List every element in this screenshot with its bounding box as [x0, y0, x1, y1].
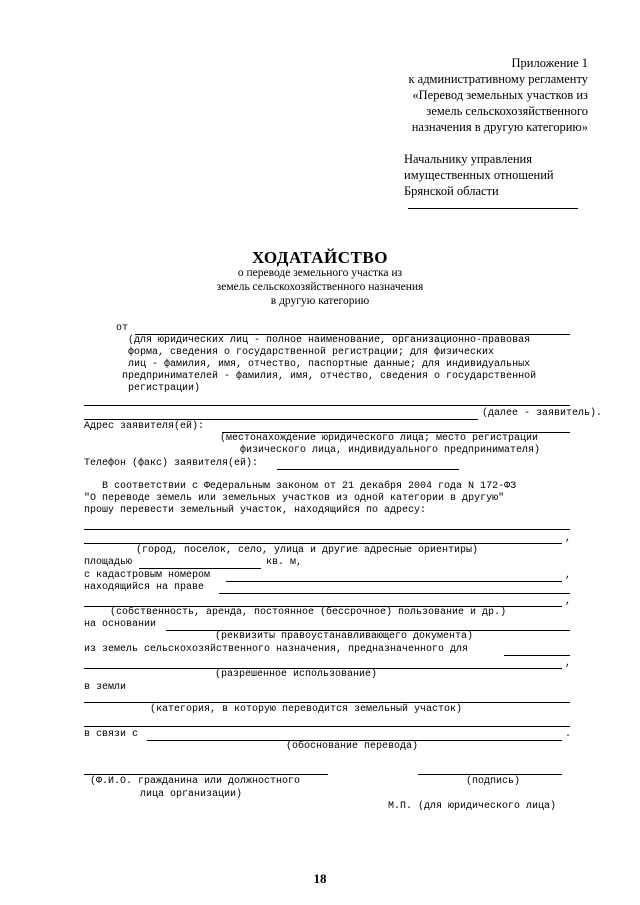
document-subtitle [0, 266, 640, 308]
city-hint: (город, поселок, село, улица и другие адресные ориентиры) [136, 545, 479, 556]
land-address-field-1[interactable] [84, 529, 570, 530]
area-label: площадью [84, 557, 133, 568]
land-address-field-2[interactable] [84, 543, 562, 544]
area-field[interactable] [139, 568, 261, 569]
applicant-hint-1: (для юридических лиц - полное наименование, организационно-правовая [128, 335, 531, 346]
appendix-block [408, 55, 588, 135]
addressee-line-1: Начальнику управления [404, 152, 532, 166]
purpose-field-1[interactable] [504, 655, 570, 656]
category-hint: (категория, в которую переводится земельный участок) [150, 704, 463, 715]
name-hint-2: лица организации) [140, 789, 243, 800]
basis-hint: (реквизиты правоустанавливающего документа) [215, 631, 474, 642]
applicant-hint-5: регистрации) [128, 383, 201, 394]
page-number: 18 [313, 871, 327, 886]
right-comma: , [565, 596, 572, 607]
addressee-blank-line [408, 208, 578, 209]
land-address-comma: , [565, 533, 572, 544]
purpose-comma: , [565, 658, 572, 669]
name-hint-1: (Ф.И.О. гражданина или должностного [90, 776, 301, 787]
appendix-line-1: Приложение 1 [511, 56, 588, 70]
appendix-line-4: земель сельскохозяйственного [426, 104, 588, 118]
name-field[interactable] [84, 774, 328, 775]
applicant-field-2[interactable] [84, 405, 570, 406]
subtitle-line-3: в другую категорию [270, 295, 370, 307]
seal-label: М.П. (для юридического лица) [388, 801, 557, 812]
reason-period: . [565, 729, 572, 740]
request-text-2: "О переводе земель или земельных участков из одной категории в другую" [84, 493, 505, 504]
reason-hint: (обоснование перевода) [286, 741, 419, 752]
applicant-hint-4: предпринимателей - фамилия, имя, отчество, сведения о государственной [122, 371, 537, 382]
address-label: Адрес заявителя(ей): [84, 421, 205, 432]
to-land-label: в земли [84, 682, 127, 693]
basis-label: на основании [84, 619, 157, 630]
request-text-1: В соответствии с Федеральным законом от 21 декабря 2004 года N 172-ФЗ [102, 481, 517, 492]
reason-label: в связи с [84, 729, 139, 740]
from-lands-label: из земель сельскохозяйственного назначения, предназначенного для [84, 644, 469, 655]
category-field[interactable] [84, 702, 570, 703]
appendix-line-2: к административному регламенту [408, 72, 588, 86]
request-text-3: прошу перевести земельный участок, находящийся по адресу: [84, 505, 427, 516]
subtitle-line-1: о переводе земельного участка из [237, 267, 403, 279]
applicant-field-3[interactable] [84, 419, 478, 420]
document-title: ХОДАТАЙСТВО [252, 248, 388, 267]
appendix-line-5: назначения в другую категорию» [411, 120, 588, 134]
cadastral-field[interactable] [226, 581, 562, 582]
cadastral-label: с кадастровым номером [84, 570, 211, 581]
subtitle-line-2: земель сельскохозяйственного назначения [216, 281, 424, 293]
addressee-line-3: Брянской области [404, 184, 499, 198]
applicant-hint-2: форма, сведения о государственной регистрации; для физических [128, 347, 495, 358]
addressee-line-2: имущественных отношений [404, 168, 554, 182]
address-hint-1: (местонахождение юридического лица; место регистрации [220, 433, 539, 444]
hereinafter-label: (далее - заявитель). [482, 408, 603, 419]
right-hint: (собственность, аренда, постоянное (бессрочное) пользование и др.) [110, 607, 507, 618]
signature-field[interactable] [418, 774, 562, 775]
from-label: от [116, 323, 129, 334]
applicant-hint-3: лиц - фамилия, имя, отчество, паспортные данные; для индивидуальных [128, 359, 531, 370]
phone-field[interactable] [277, 469, 459, 470]
phone-label: Телефон (факс) заявителя(ей): [84, 458, 259, 469]
right-field-1[interactable] [219, 593, 570, 594]
use-hint: (разрешенное использование) [215, 669, 378, 680]
addressee-block [404, 151, 554, 199]
address-hint-2: физического лица, индивидуального предпринимателя) [240, 445, 541, 456]
reason-field-1[interactable] [84, 726, 570, 727]
right-label: находящийся на праве [84, 582, 205, 593]
area-unit: кв. м, [266, 557, 303, 568]
appendix-line-3: «Перевод земельных участков из [412, 88, 588, 102]
cadastral-comma: , [565, 570, 572, 581]
signature-hint: (подпись) [466, 776, 521, 787]
